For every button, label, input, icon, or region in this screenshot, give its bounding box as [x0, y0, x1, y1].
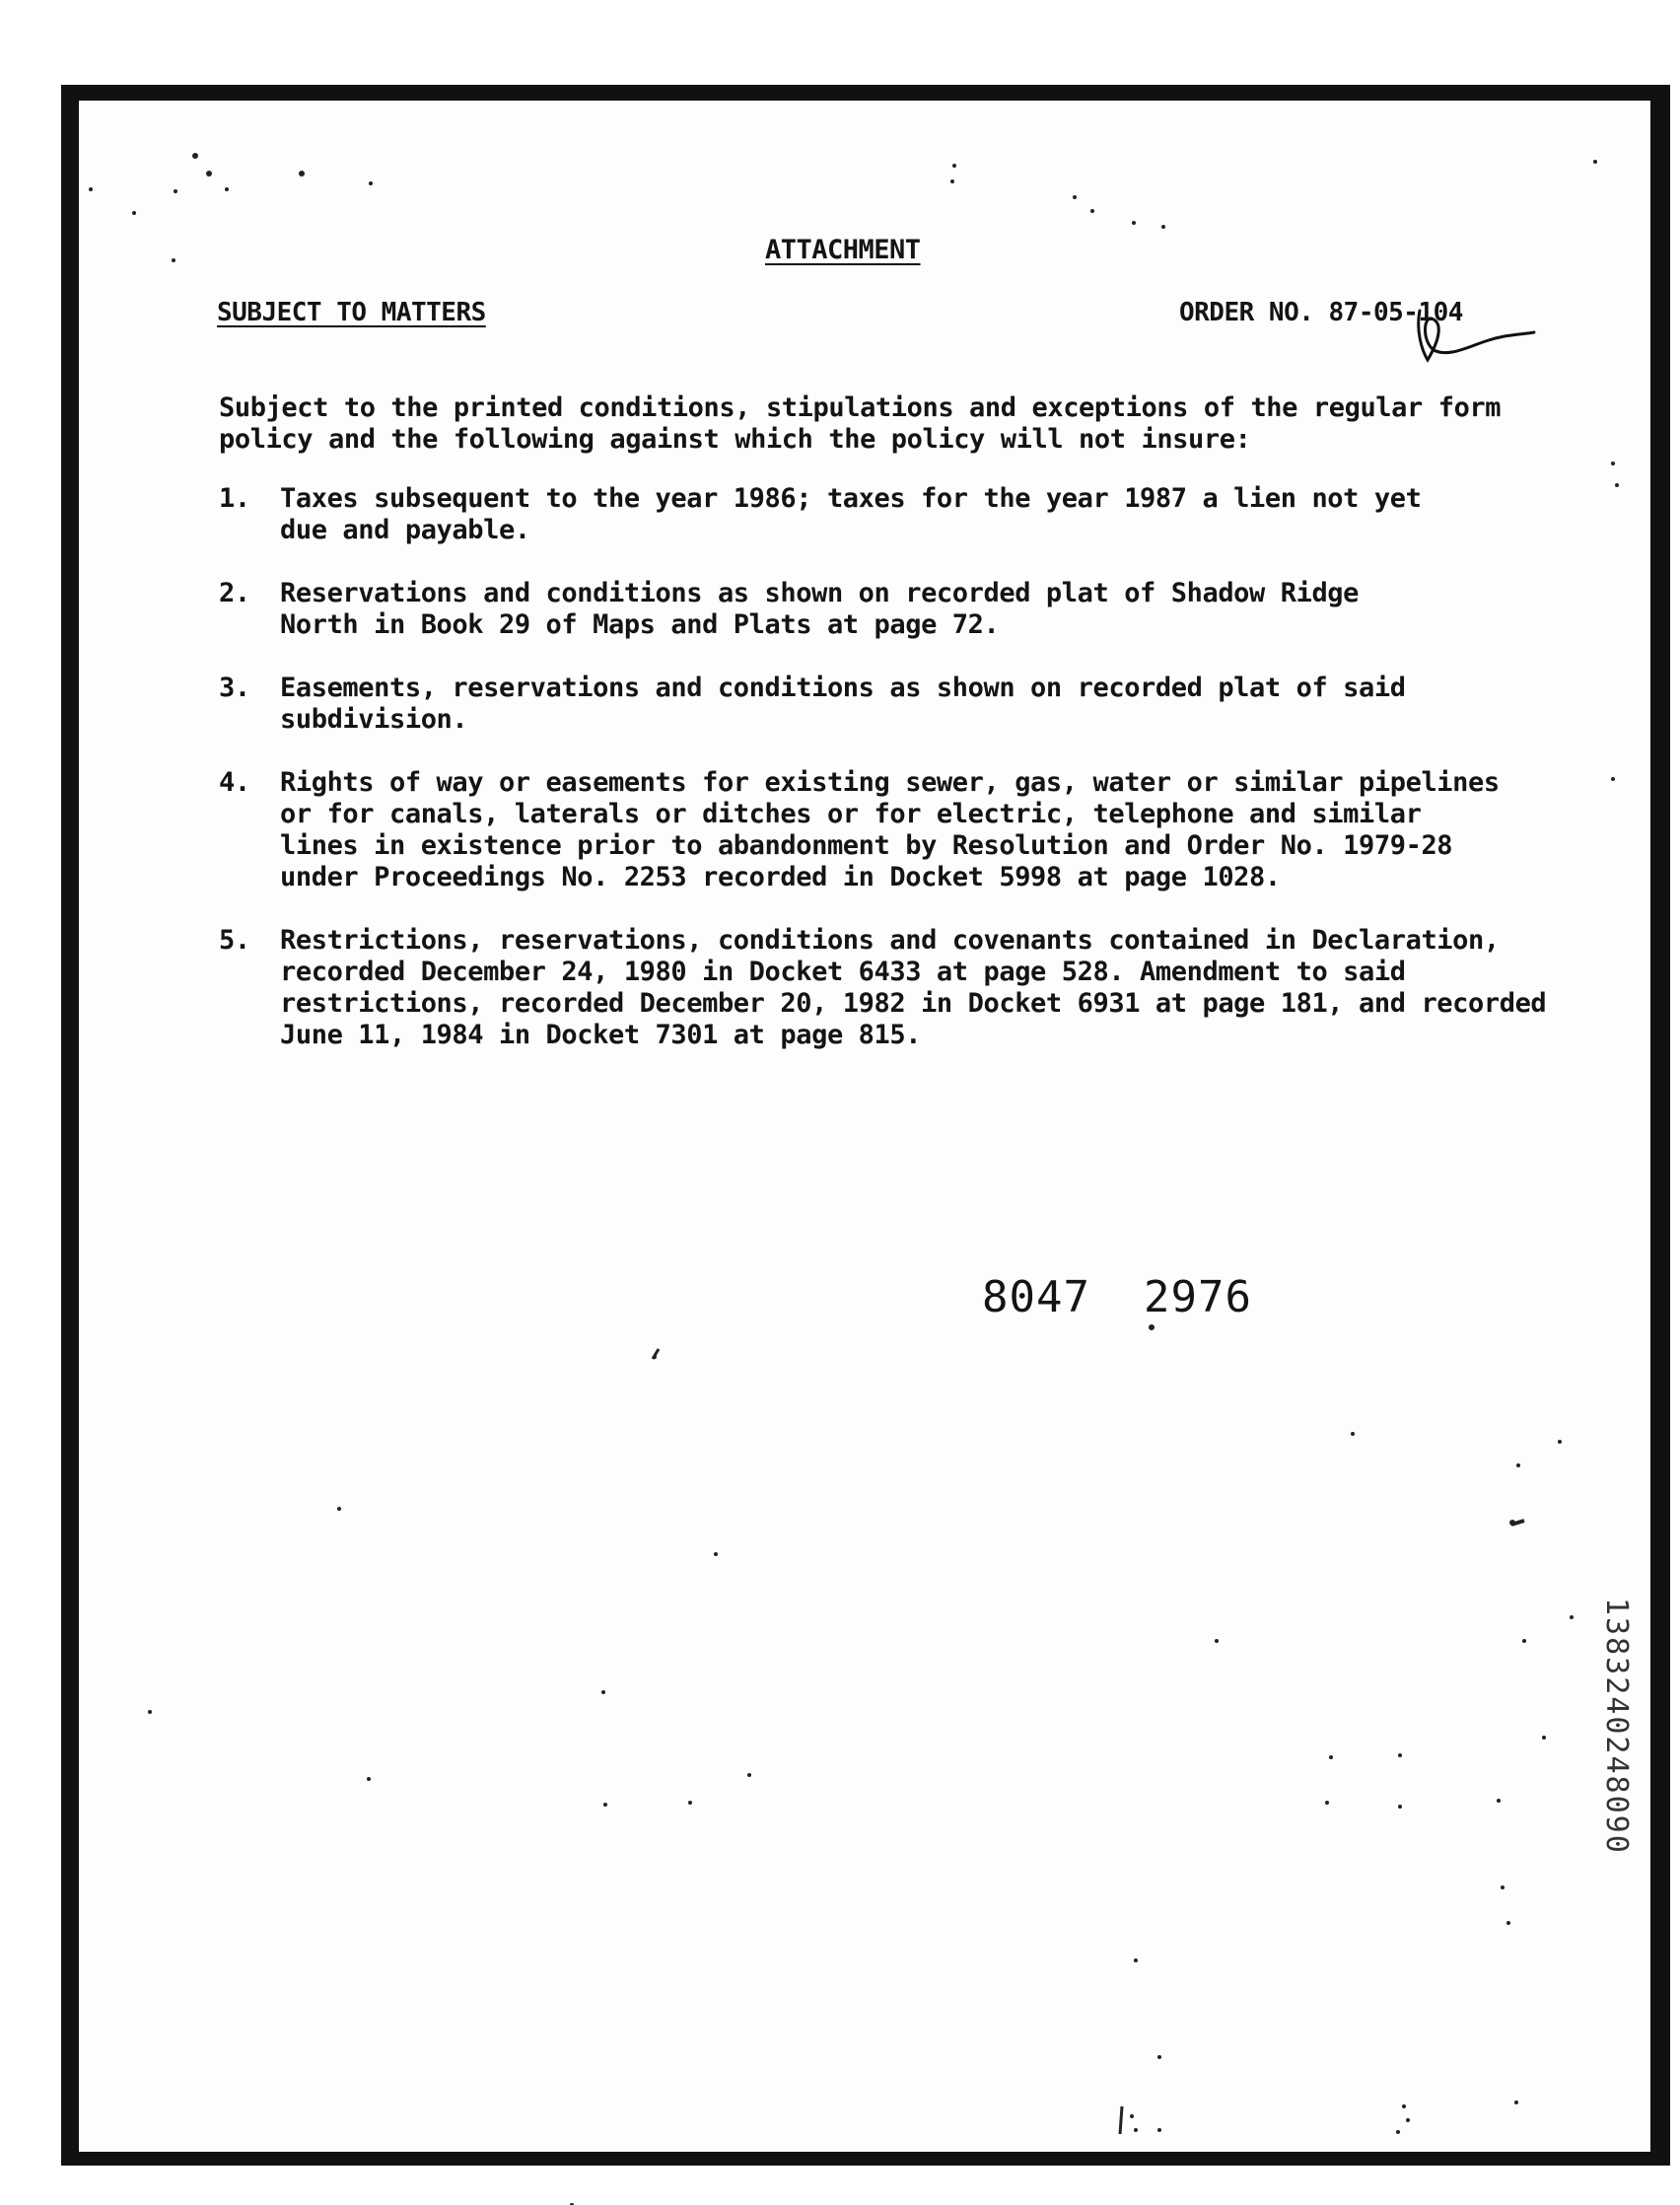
list-item-text: Restrictions, reservations, conditions and covenants contained in Declaration, recorded December 24, 1980 in Docket 6433 at page 528. Amendment to said restrictions, recorded December 20, 1982 in Docket 6931 at page 181, and recorded June 11, 1984 in Docket 7301 at page 815. [280, 925, 1547, 1050]
list-item-text: Taxes subsequent to the year 1986; taxes for the year 1987 a lien not yet due and payable. [280, 483, 1422, 545]
intro-paragraph: Subject to the printed conditions, stipulations and exceptions of the regular form policy and the following against which the policy will not insure: [219, 392, 1502, 455]
list-item-number: 5. [219, 925, 250, 956]
list-item-number: 1. [219, 483, 250, 514]
list-item-number: 3. [219, 673, 250, 703]
list-item-number: 2. [219, 578, 250, 608]
list-item-text: Reservations and conditions as shown on recorded plat of Shadow Ridge North in Book 29 of Maps and Plats at page 72. [280, 578, 1360, 640]
side-filing-stamp: 1383240248090 [1599, 1598, 1634, 1855]
list-item-text: Rights of way or easements for existing sewer, gas, water or similar pipelines or for canals, laterals or ditches or for electric, telephone and similar lines in existence prior to abandonment by Resolution and Order No. 1979-28 under Proceedings No. 2253 recorded in Docket 5998 at page 1028. [280, 767, 1500, 892]
list-item-number: 4. [219, 767, 250, 798]
document-title: ATTACHMENT [765, 235, 921, 265]
initials-signature [1410, 301, 1538, 380]
stamp-number-left: 8047 [982, 1272, 1090, 1322]
list-item-text: Easements, reservations and conditions as shown on recorded plat of said subdivision. [280, 673, 1406, 735]
stamp-number-right: 2976 [1143, 1272, 1252, 1322]
order-number: ORDER NO. 87-05-104 [1179, 298, 1463, 327]
document-stamp-number [982, 1272, 1305, 1322]
subject-heading: SUBJECT TO MATTERS [217, 298, 486, 327]
